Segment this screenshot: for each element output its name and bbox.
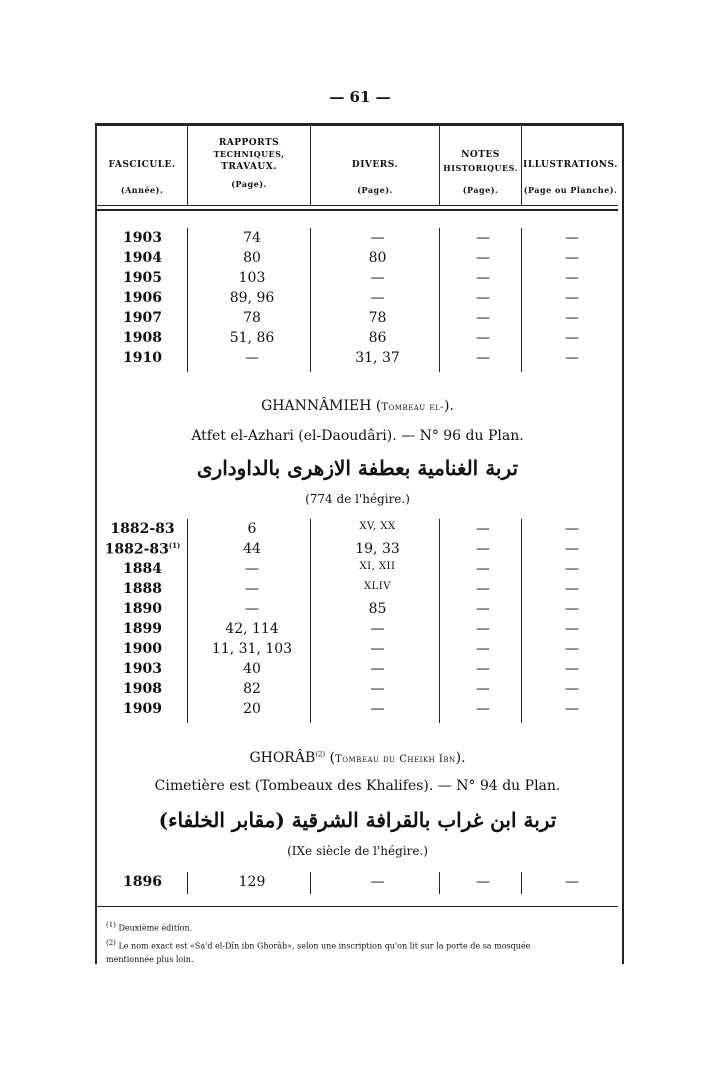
header-divers: DIVERS. (Page). bbox=[351, 160, 399, 196]
footnote-mark: (1) bbox=[168, 541, 181, 550]
section-subtitle: Cimetière est (Tombeaux des Khalifes). — N° 94 du Plan. bbox=[154, 778, 561, 794]
arabic-title: تربة الغنامية بعطفة الازهرى بالداودارى bbox=[196, 456, 519, 480]
table-row: 1900 11, 31, 103 — — — bbox=[123, 641, 579, 657]
footnote-2: $^{(2)}$ Le nom exact est «Sa'd el-Dîn ibn Ghorâb», selon une inscription qu'on lit sur la porte de sa mosquée bbox=[106, 938, 531, 951]
header-fascicule: FASCICULE. (Année). bbox=[108, 160, 176, 196]
section-title-ghorab: GHORÂB$^{(2)}$ (Tombeau du Cheikh Ibn). bbox=[249, 750, 466, 766]
header-divider bbox=[310, 126, 311, 206]
footnote-1: $^{(1)}$ Deuxième édition. bbox=[106, 921, 193, 933]
section-subtitle: Atfet el-Azhari (el-Daoudâri). — N° 96 du Plan. bbox=[191, 428, 524, 444]
header-rule bbox=[97, 209, 618, 211]
table-row: 1903 74 — — — bbox=[123, 230, 579, 246]
table-row: 1896 129 — — — bbox=[123, 874, 579, 890]
header-divider bbox=[439, 126, 440, 206]
arabic-title: تربة ابن غراب بالقرافة الشرقية (مقابر الخلفاء) bbox=[158, 808, 557, 832]
section-date: (IXe siècle de l'hégire.) bbox=[287, 844, 428, 858]
table-row: 1903 40 — — — bbox=[123, 661, 579, 677]
header-rule bbox=[97, 205, 618, 206]
table-row: 1882-83$^{(1)}$ 44 19, 33 — — bbox=[104, 541, 579, 558]
table-row: 1890 — 85 — — bbox=[123, 601, 579, 617]
table-row: 1906 89, 96 — — — bbox=[123, 290, 579, 306]
table-row: 1905 103 — — — bbox=[123, 270, 579, 286]
table-row: 1907 78 78 — — bbox=[123, 310, 579, 326]
header-illustrations: ILLUSTRATIONS. (Page ou Planche). bbox=[523, 160, 618, 196]
page-number: — 61 — bbox=[329, 88, 391, 106]
table-row: 1882-83 6 XV, XX — — bbox=[110, 521, 579, 537]
table-row: 1888 — XLIV — — bbox=[123, 581, 579, 597]
header-divider bbox=[521, 126, 522, 206]
footnote-mark: (2) bbox=[315, 750, 326, 759]
footnotes bbox=[106, 918, 616, 967]
header-notes: NOTES HISTORIQUES. (Page). bbox=[443, 150, 518, 196]
table-row: 1884 — XI, XII — — bbox=[123, 561, 579, 577]
header-rapports: RAPPORTS TECHNIQUES, TRAVAUX. (Page). bbox=[213, 138, 285, 189]
header-divider bbox=[187, 126, 188, 206]
table-row: 1908 51, 86 86 — — bbox=[123, 330, 579, 346]
section-date: (774 de l'hégire.) bbox=[305, 492, 410, 506]
table-row: 1910 — 31, 37 — — bbox=[123, 350, 579, 366]
table-row: 1904 80 80 — — bbox=[123, 250, 579, 266]
table-row: 1909 20 — — — bbox=[123, 701, 579, 717]
table-row: 1908 82 — — — bbox=[123, 681, 579, 697]
footnote-2-continued: mentionnée plus loin. bbox=[106, 955, 194, 965]
section-title-ghannamieh: GHANNÂMIEH (Tombeau el-). bbox=[261, 398, 454, 414]
footnote-rule bbox=[97, 906, 618, 907]
table-row: 1899 42, 114 — — — bbox=[123, 621, 579, 637]
